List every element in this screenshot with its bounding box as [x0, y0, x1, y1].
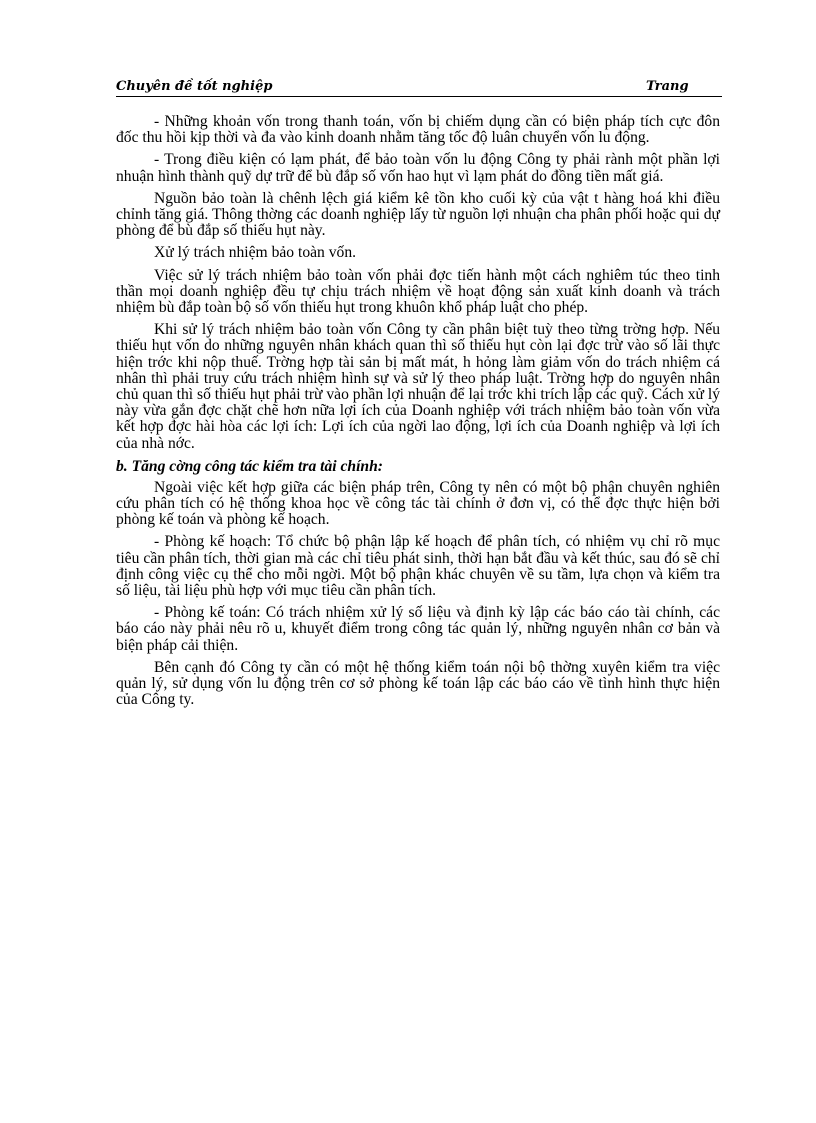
section-heading: b. Tăng cờng công tác kiểm tra tài chính: — [116, 457, 383, 475]
page-header — [116, 77, 722, 97]
paragraph: Ngoài việc kết hợp giữa các biện pháp trên, Công ty nên có một bộ phận chuyên nghiên cứu phân tích có hệ thống khoa học về công tác tài chính ở đơn vị, có thể đợc thực hiện bởi phòng kế toán và phòng kế hoạch. — [116, 478, 720, 529]
paragraph: Nguồn bảo toàn là chênh lệch giá kiểm kê tồn kho cuối kỳ của vật t hàng hoá khi điều chỉnh tăng giá. Thông thờng các doanh nghiệp lấy từ nguồn lợi nhuận cha phân phối hoặc qui dự phòng để bù đắp số thiếu hụt này. — [116, 189, 720, 240]
header-title: Chuyên đề tốt nghiệp — [116, 79, 273, 94]
paragraph: - Những khoản vốn trong thanh toán, vốn bị chiếm dụng cần có biện pháp tích cực đôn đốc thu hồi kịp thời và đa vào kinh doanh nhằm tăng tốc độ luân chuyển vốn lu động. — [116, 113, 720, 147]
paragraph: Khi sử lý trách nhiệm bảo toàn vốn Công ty cần phân biệt tuỳ theo từng trờng hợp. Nếu thiếu hụt vốn do những nguyên nhân khách quan thì số thiếu hụt còn lại đợc trừ vào số lãi thực hiện trớc khi nộp thuế. Trờng hợp tài sản bị mất mát, h hỏng làm giảm vốn do trách nhiệm cá nhân thì phải truy cứu trách nhiệm hình sự và sử lý theo pháp luật. Trờng hợp do nguyên nhân chủ quan thì số thiếu hụt phải trừ vào phần lợi nhuận để lại trớc khi trích lập các quỹ. Cách xử lý này vừa gắn đợc chặt chẽ hơn nữa lợi ích của Doanh nghiệp với trách nhiệm bảo toàn vốn vừa kết hợp đợc hài hòa các lợi ích: Lợi ích của ngời lao động, lợi ích của Doanh nghiệp và lợi ích của nhà nớc. — [116, 321, 720, 452]
paragraph: Xử lý trách nhiệm bảo toàn vốn. — [154, 244, 357, 262]
header-page-label: Trang — [646, 79, 689, 94]
paragraph: Việc sử lý trách nhiệm bảo toàn vốn phải đợc tiến hành một cách nghiêm túc theo tinh thần mọi doanh nghiệp đều tự chịu trách nhiệm về hoạt động sản xuất kinh doanh và trách nhiệm bù đắp toàn bộ số vốn thiếu hụt trong khuôn khổ pháp luật cho phép. — [116, 266, 720, 317]
paragraph: - Phòng kế hoạch: Tổ chức bộ phận lập kế hoạch để phân tích, có nhiệm vụ chỉ rõ mục tiêu cần phân tích, thời gian mà các chỉ tiêu phát sinh, thời hạn bắt đầu và kết thúc, sau đó sẽ chỉ định công việc cụ thể cho mỗi ngời. Một bộ phận khác chuyên về su tầm, lựa chọn và kiểm tra số liệu, tài liệu phù hợp với mục tiêu cần phân tích. — [116, 533, 720, 600]
body-text — [116, 114, 720, 715]
paragraph: - Trong điều kiện có lạm phát, để bảo toàn vốn lu động Công ty phải rành một phần lợi nhuận hình thành quỹ dự trữ để bù đắp số vốn hao hụt vì lạm phát do đồng tiền mất giá. — [116, 151, 720, 185]
paragraph: Bên cạnh đó Công ty cần có một hệ thống kiểm toán nội bộ thờng xuyên kiểm tra việc quản lý, sử dụng vốn lu động trên cơ sở phòng kế toán lập các báo cáo về tình hình thực hiện của Công ty. — [116, 658, 720, 709]
paragraph: - Phòng kế toán: Có trách nhiệm xử lý số liệu và định kỳ lập các báo cáo tài chính, các báo cáo này phải nêu rõ u, khuyết điểm trong công tác quản lý, những nguyên nhân cơ bản và biện pháp cải thiện. — [116, 604, 720, 654]
